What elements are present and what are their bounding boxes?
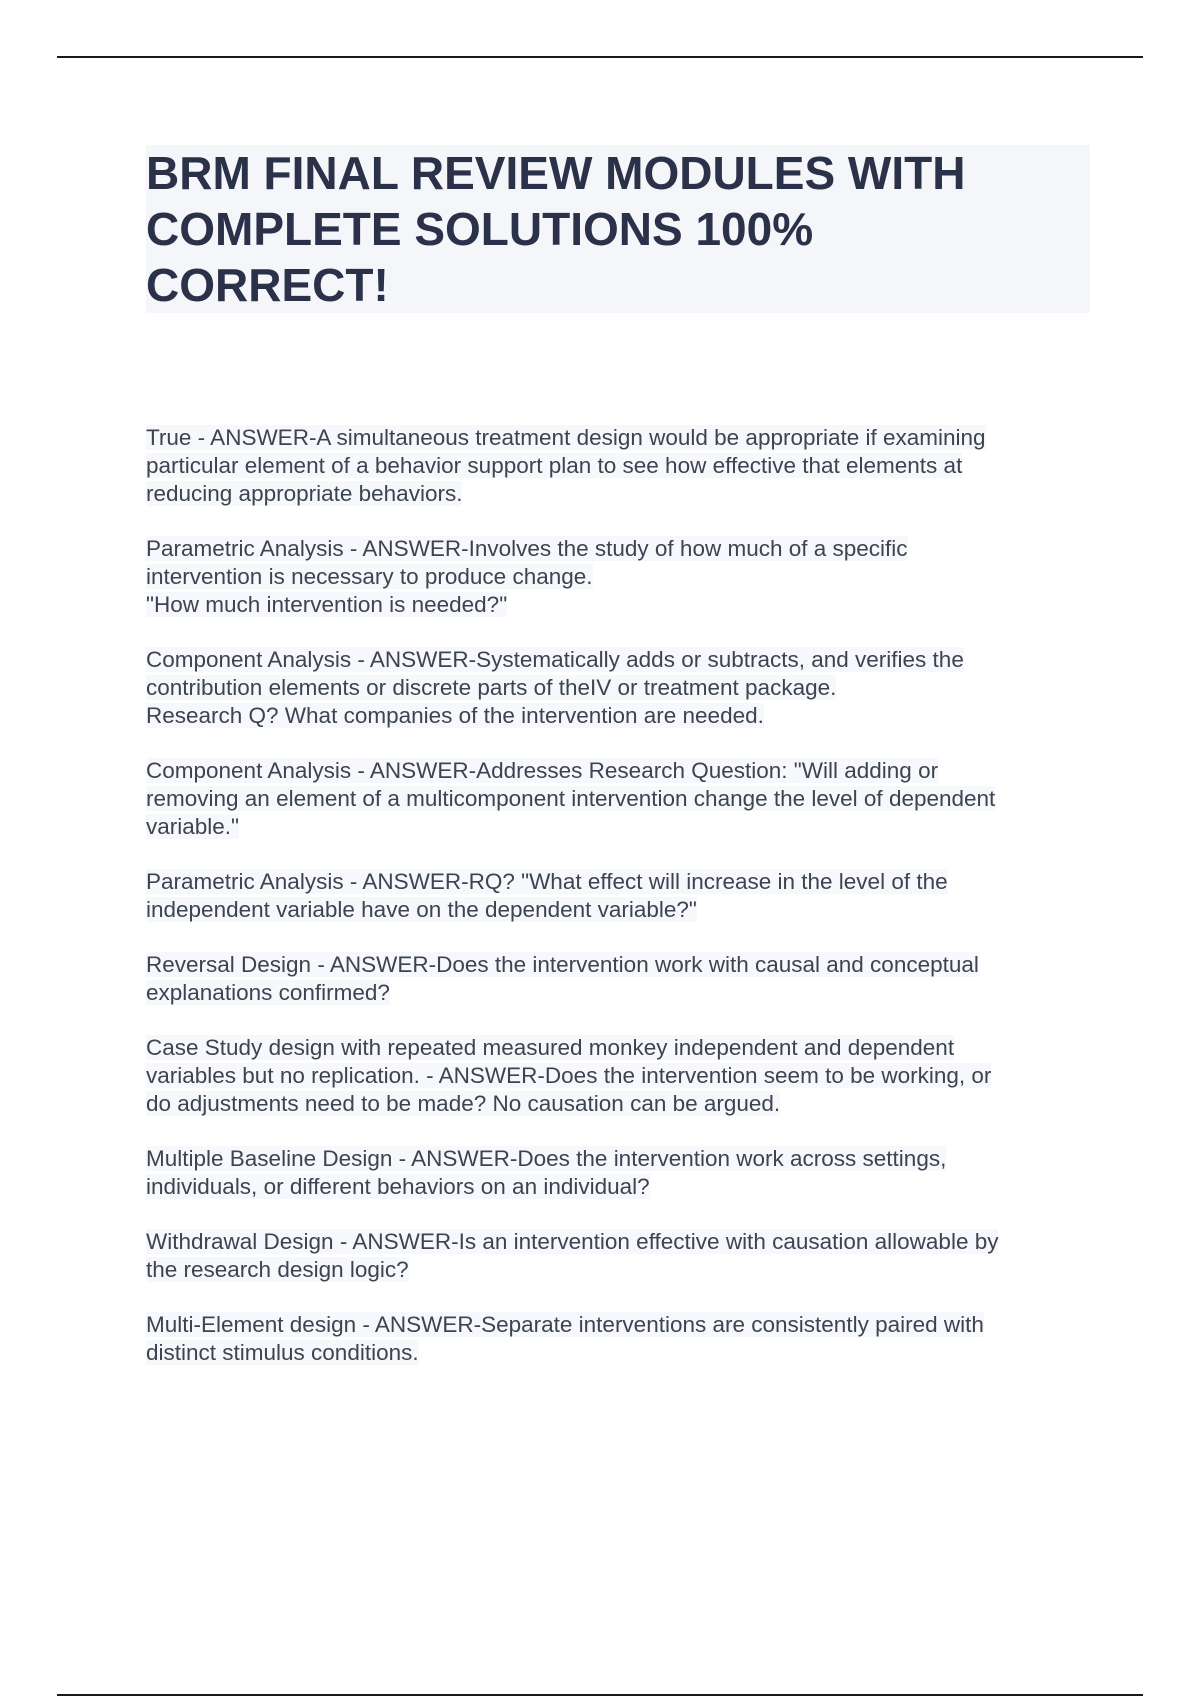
qa-entry-text: Withdrawal Design - ANSWER-Is an intervention effective with causation allowable by the research design logic? <box>146 1229 999 1282</box>
qa-entry-text: Multiple Baseline Design - ANSWER-Does the intervention work across settings, individuals, or different behaviors on an individual? <box>146 1146 947 1199</box>
qa-entry <box>146 757 1086 841</box>
qa-entry <box>146 868 1086 924</box>
qa-entry-text: True - ANSWER-A simultaneous treatment design would be appropriate if examining particular element of a behavior support plan to see how effective that elements at reducing appropriate behaviors. <box>146 425 986 506</box>
bottom-rule <box>57 1694 1143 1696</box>
qa-entry-text: Reversal Design - ANSWER-Does the intervention work with causal and conceptual explanations confirmed? <box>146 952 979 1005</box>
qa-entry-text: Case Study design with repeated measured monkey independent and dependent variables but no replication. - ANSWER-Does the intervention seem to be working, or do adjustments need to be made? No causation can be argued. <box>146 1035 992 1116</box>
qa-entry-text: Multi-Element design - ANSWER-Separate interventions are consistently paired with distinct stimulus conditions. <box>146 1312 984 1365</box>
qa-entry <box>146 535 1086 619</box>
qa-entry-text: Parametric Analysis - ANSWER-Involves the study of how much of a specific intervention is necessary to produce change. "How much intervention is needed?" <box>146 536 908 617</box>
top-rule <box>57 56 1143 58</box>
qa-entry-text: Component Analysis - ANSWER-Addresses Research Question: "Will adding or removing an element of a multicomponent intervention change the level of dependent variable." <box>146 758 996 839</box>
qa-list <box>146 424 1086 1394</box>
title-block <box>146 145 1090 313</box>
qa-entry <box>146 1145 1086 1201</box>
qa-entry-text: Component Analysis - ANSWER-Systematically adds or subtracts, and verifies the contribution elements or discrete parts of theIV or treatment package. Research Q? What companies of the intervention are needed. <box>146 647 964 728</box>
qa-entry <box>146 1034 1086 1118</box>
qa-entry <box>146 424 1086 508</box>
qa-entry <box>146 1311 1086 1367</box>
qa-entry <box>146 951 1086 1007</box>
qa-entry-text: Parametric Analysis - ANSWER-RQ? "What effect will increase in the level of the independent variable have on the dependent variable?" <box>146 869 948 922</box>
qa-entry <box>146 646 1086 730</box>
qa-entry <box>146 1228 1086 1284</box>
document-title: BRM FINAL REVIEW MODULES WITH COMPLETE SOLUTIONS 100% CORRECT! <box>146 147 966 311</box>
